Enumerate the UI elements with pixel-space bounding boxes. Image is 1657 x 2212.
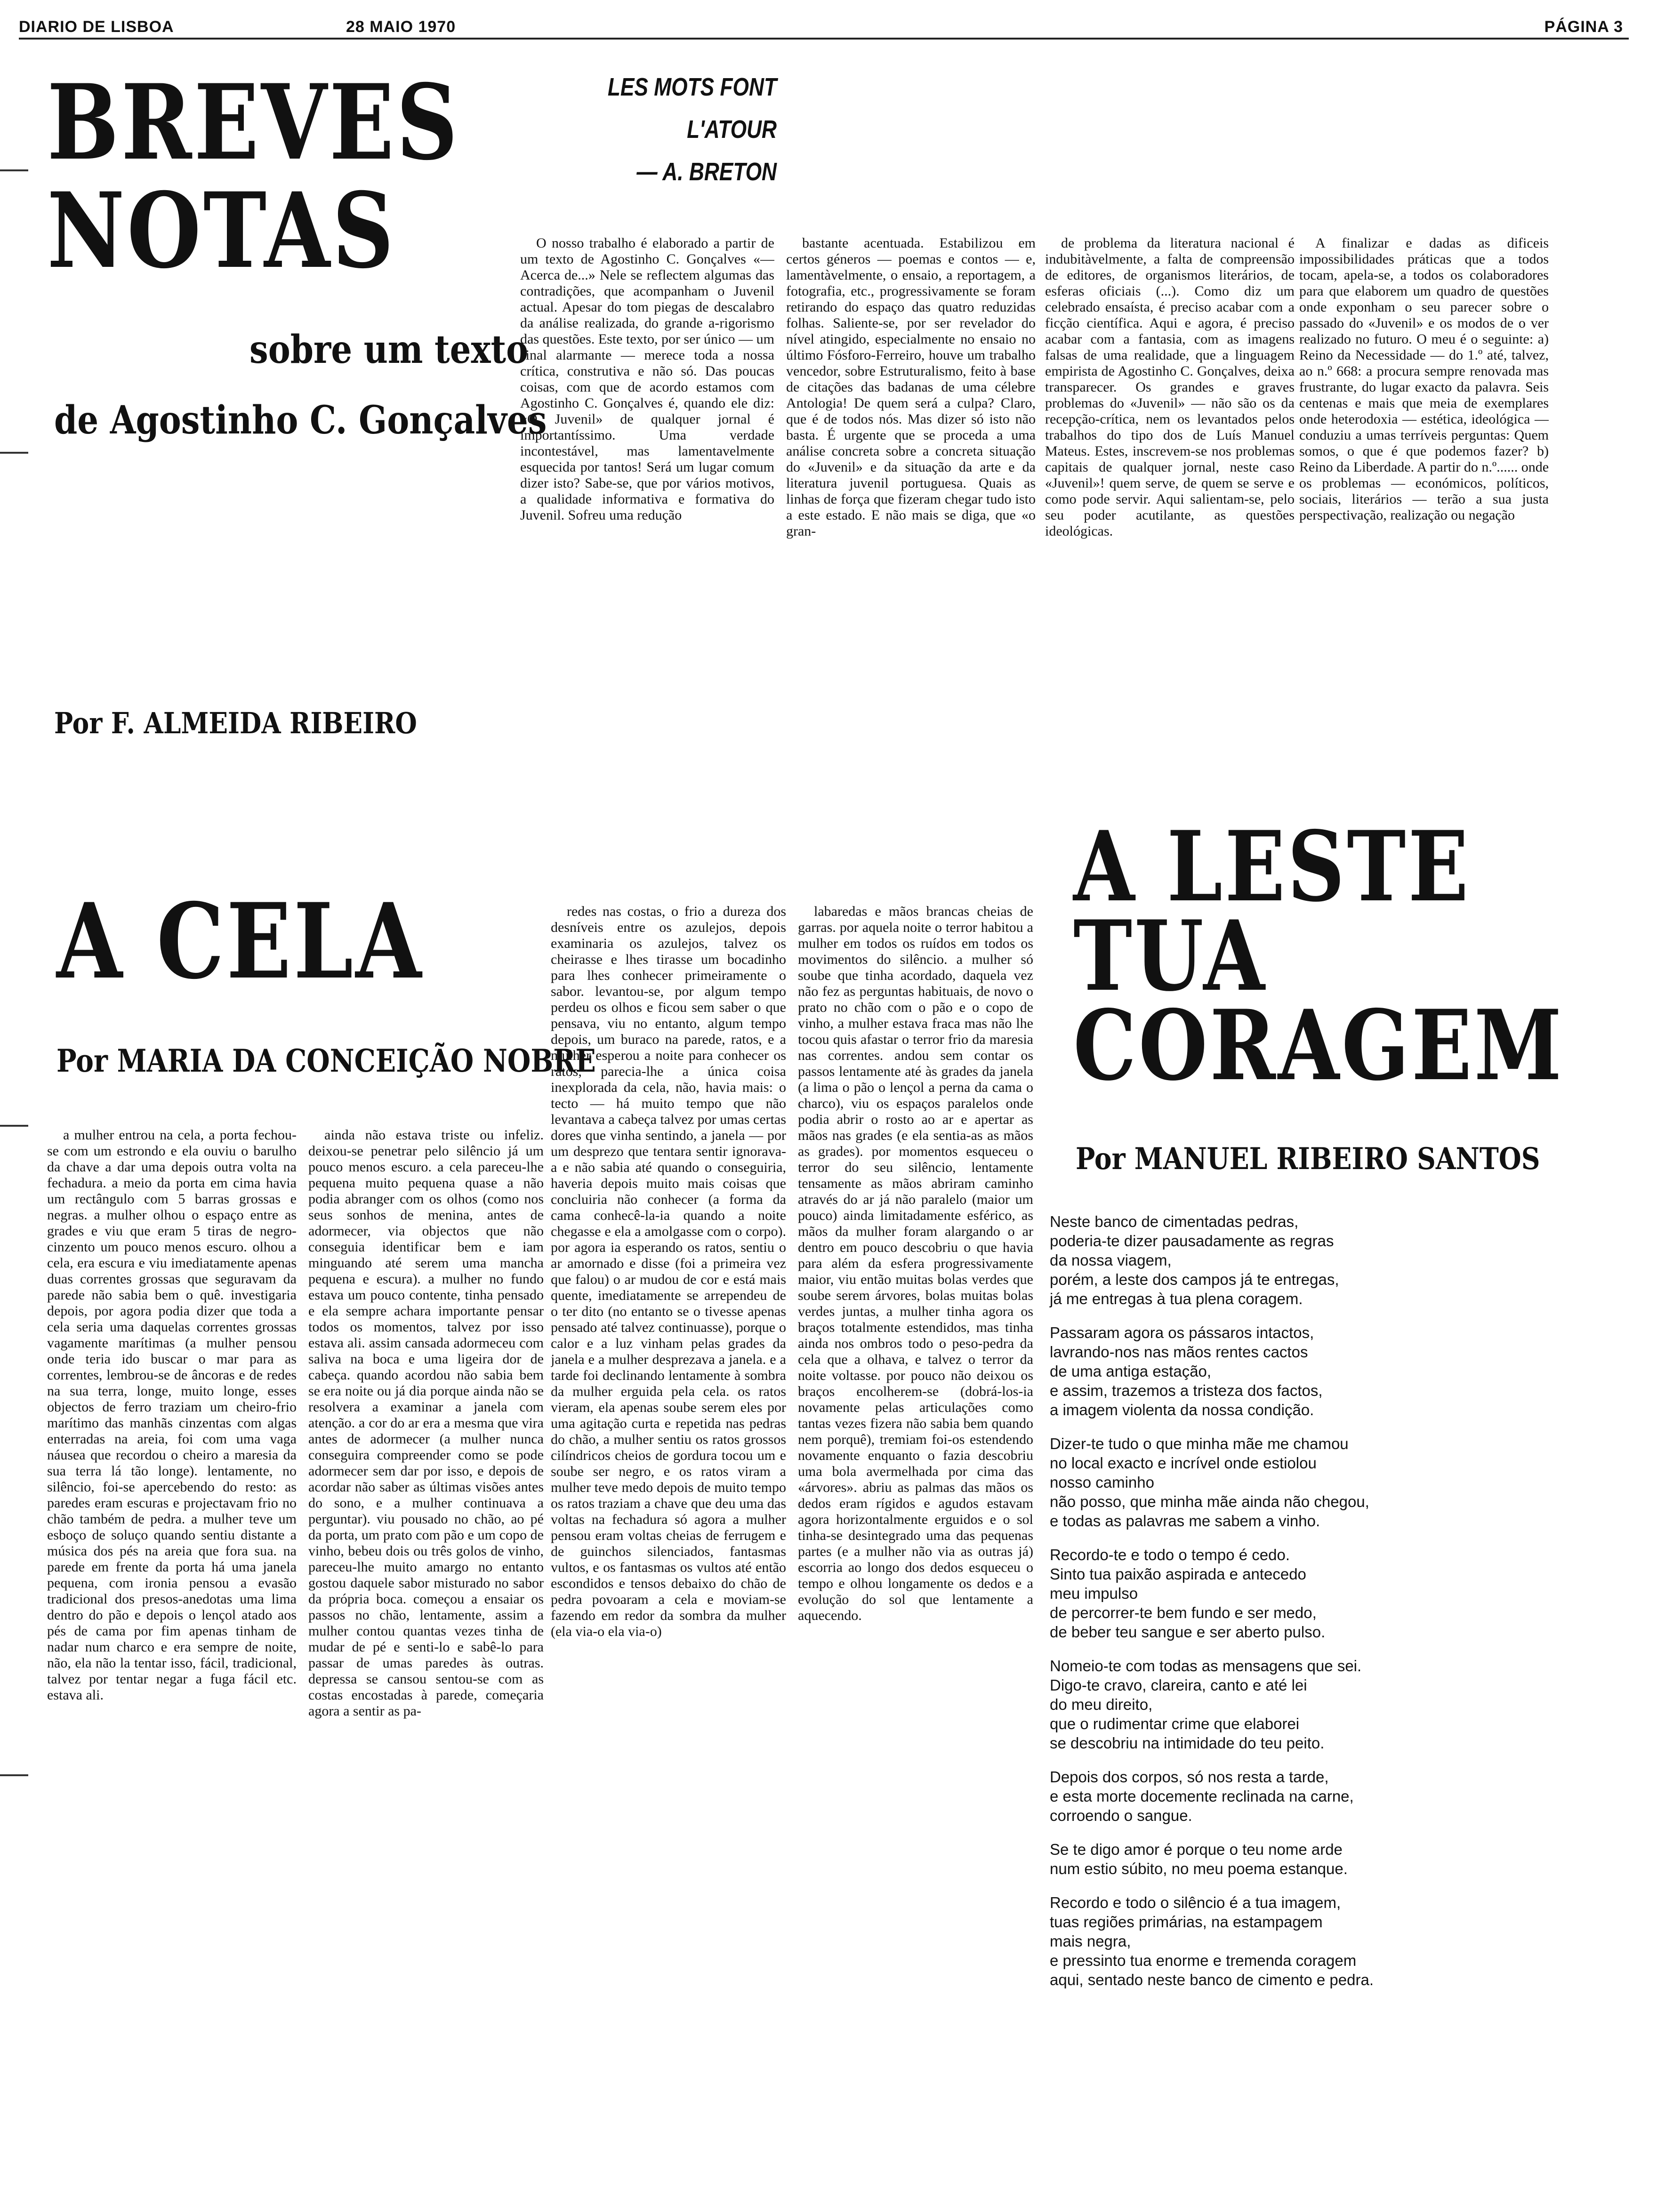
poem-line: e assim, trazemos a tristeza dos factos, — [1050, 1382, 1323, 1399]
breves-column-4 — [1299, 235, 1549, 762]
breves-byline: Por F. ALMEIDA RIBEIRO — [54, 706, 417, 740]
poem-stanza-7 — [1050, 1840, 1605, 1878]
poem-line: Digo-te cravo, clareira, canto e até lei — [1050, 1676, 1307, 1694]
cela-column-1 — [47, 1127, 297, 2120]
poem-line: Passaram agora os pássaros intactos, — [1050, 1324, 1314, 1341]
poem-line: Neste banco de cimentadas pedras, — [1050, 1213, 1299, 1230]
margin-mark — [0, 169, 28, 171]
cela-text-4: labaredas e mãos brancas cheias de garras. por aquela noite o terror habitou a mulher em todos os ruídos em todos os movimentos do silêncio. a mulher só soube que tinha acordado, daquela vez não fez as perguntas habituais, de novo o prato no chão com o pão e o copo de vinho, a mulher estava fraca mas não lhe tocou quis afastar o terror frio da maresia nas correntes. andou sem contar os passos lentamente até às grades da janela (a lima o pão o lençol a perna da cama o charco), viu os espaços paralelos onde podia abrir o rosto ao ar e apertar as mãos nas grades (e ela sentia-as as mãos as grades). por momentos esqueceu o terror do seu silêncio, lentamente tensamente as mãos abriram caminho através do ar já não paralelo (maior um pouco) ainda limitadamente esférico, as mãos da mulher foram alargando o ar dentro em pouco descobriu o que havia para além da esfera progressivamente maior, viu então muitas bolas verdes que soube serem árvores, bolas muitas bolas verdes juntas, a mulher tinha agora os braços totalmente estendidos, mas tinha ainda nos ombros todo o peso-pedra da cela que a olhava, e talvez o terror da noite voltasse. por pouco não deixou os braços encolherem-se (dobrá-los-ia novamente pelas articulações como tantas vezes fizera não sabia bem quando nem porquê), tremiam foi-os estendendo novamente enquanto o fazia descobriu uma bola avermelhada por cima das «árvores». abriu as palmas das mãos os dedos eram rígidos e agudos estavam agora horizontalmente erguidos e o sol tinha-se desintegrado uma das pequenas partes (e a mulher não via as outras já) escorria ao longo dos dedos esqueceu o tempo e olhou longamente os dedos e a evolução do sol que lentamente a aquecendo. — [798, 904, 1033, 1623]
poem-line: Recordo e todo o silêncio é a tua imagem, — [1050, 1894, 1341, 1911]
breves-text-2: bastante acentuada. Estabilizou em certos géneros — poemas e contos — e, lamentàvelmente, o ensaio, a reportagem, a fotografia, etc., progressivamente se foram retirando do espaço das quatro reduzidas folhas. Saliente-se, por ser revelador do nível atingido, especialmente no ensaio no último Fósforo-Ferreiro, houve um trabalho vencedor, sobre Estruturalismo, feito à base de citações das badanas de uma célebre Antologia! De quem será a culpa? Claro, que é de todos nós. Mas dizer só isto não basta. É urgente que se proceda a uma análise concreta sobre a concreta situação do «Juvenil» e da situação da arte e da literatura juvenil portuguesa. Quais as linhas de força que fizeram chegar tudo isto a este estado. E não mais se diga, que «o gran- — [786, 235, 1036, 539]
poem-line: e todas as palavras me sabem a vinho. — [1050, 1512, 1320, 1530]
cela-text-3: redes nas costas, o frio a dureza dos desníveis entre os azulejos, depois examinaria os azulejos, talvez os cheirasse e lhes tirasse um bocadinho para lhes conhecer primeiramente o sabor. levantou-se, por algum tempo perdeu os olhos e ficou sem saber o que pensava, viu no entanto, algum tempo depois, um buraco na parede, ratos, e a mulher esperou a noite para conhecer os ratos, parecia-lhe a única coisa inexplorada da cela, não, havia mais: o tecto — há muito tempo que não levantava a cabeça talvez por umas certas dores que vinha sentindo, a janela — por um desprezo que tentara sentir ignorava-a e não sabia até quando o conseguiria, haveria depois muito mais coisas que concluiria não conhecer (a forma da cama conhecê-la-ia quando a noite chegasse e ela a amolgasse com o corpo). por agora ia esperando os ratos, sentiu o ar amornado e disse (foi a primeira vez que falou) o ar mudou de cor e está mais quente, imediatamente se arrependeu de o ter dito (no entanto se o tivesse apenas pensado até talvez continuasse), porque o calor e a luz vinham pelas grades da janela e a mulher desprezava a janela. e a tarde foi declinando lentamente à sombra da mulher erguida pela cela. os ratos vieram, ela apenas soube serem eles por uma agitação curta e repetida nas pedras do chão, a mulher sentiu os ratos grossos cilíndricos cheios de gordura tocou um e soube ser negro, e os ratos viram a mulher teve medo depois de muito tempo os ratos traziam a chave que deu uma das voltas na fechadura só agora a mulher pensou eram voltas cheias de ferrugem e de guinchos silenciados, fantasmas vultos, e os fantasmas os vultos até então escondidos e tensos debaixo do chão de pedra povoaram a cela e moviam-se fazendo em redor da sombra da mulher (ela via-o ela via-o) — [551, 904, 786, 1639]
newspaper-name: DIARIO DE LISBOA — [19, 18, 174, 36]
poem-line: meu impulso — [1050, 1585, 1138, 1602]
poem-line: Se te digo amor é porque o teu nome arde — [1050, 1841, 1343, 1858]
poem-line: não posso, que minha mãe ainda não chegou, — [1050, 1493, 1369, 1510]
poem-line: Recordo-te e todo o tempo é cedo. — [1050, 1546, 1290, 1563]
poem-line: lavrando-nos nas mãos rentes cactos — [1050, 1343, 1308, 1361]
cela-text-2: ainda não estava triste ou infeliz. deixou-se penetrar pelo silêncio já um pouco menos escuro. a cela pareceu-lhe pequena muito pequena quase a não podia abranger com os olhos (como nos seus sonhos de menina, antes de adormecer, via objectos que não conseguia identificar bem e iam minguando até serem uma mancha pequena e escura). a mulher no fundo estava um pouco contente, tinha pensado e ela sempre achara importante pensar todos os momentos, talvez por isso estava ali. assim cansada adormeceu com saliva na boca e uma ligeira dor de cabeça. quando acordou não sabia bem se era noite ou já dia porque ainda não se resolvera a examinar a janela com atenção. a cor do ar era a mesma que vira antes de adormecer (a mulher nunca conseguira compreender como se pode adormecer sem dar por isso, e depois de acordar não saber as últimas visões antes do sono, e a mulher continuava a perguntar). viu pousado no chão, ao pé da porta, um prato com pão e um copo de vinho, bebeu dois ou três golos de vinho, pareceu-lhe muito amargo no entanto gostou daquele sabor misturado no sabor da própria boca. começou a ensaiar os passos no chão, lentamente, assim a mulher contou quantas vezes tinha de mudar de pé e senti-lo e sabê-lo para passar de umas paredes às outras. depressa se cansou sentou-se com as costas encostadas à parede, começaria agora a sentir as pa- — [308, 1127, 544, 1719]
page-number: PÁGINA 3 — [1544, 18, 1623, 36]
leste-poem — [1050, 1212, 1605, 2004]
margin-mark — [0, 1774, 28, 1776]
poem-line: e pressinto tua enorme e tremenda coragem — [1050, 1952, 1357, 1969]
breves-title-line2: NOTAS — [47, 169, 396, 291]
poem-line: tuas regiões primárias, na estampagem — [1050, 1913, 1323, 1931]
poem-line: que o rudimentar crime que elaborei — [1050, 1715, 1300, 1732]
header-rule — [19, 38, 1629, 40]
breves-column-1 — [520, 235, 774, 762]
poem-line: se descobriu na intimidade do teu peito. — [1050, 1734, 1325, 1752]
poem-line: aqui, sentado neste banco de cimento e pedra. — [1050, 1971, 1374, 1988]
poem-line: nosso caminho — [1050, 1474, 1154, 1491]
leste-title-line3: CORAGEM — [1073, 989, 1564, 1102]
poem-line: poderia-te dizer pausadamente as regras — [1050, 1232, 1334, 1250]
poem-line: já me entregas à tua plena coragem. — [1050, 1290, 1303, 1307]
breves-title-line1: BREVES — [47, 61, 460, 183]
breves-text-1: O nosso trabalho é elaborado a partir de um texto de Agostinho C. Gonçalves «— Acerca de...» Nele se reflectem algumas das contradições, que acompanham o Juvenil actual. Apesar do tom piegas de descalabro da análise realizada, do grande a-rigorismo das questões. Este texto, por ser único — um sinal alarmante — merece toda a nossa crítica, construtiva e não só. Das poucas coisas, com que de acordo estamos com Agostinho C. Gonçalves é, quando ele diz: «O Juvenil» de qualquer jornal é importantíssimo. Uma verdade incontestável, mas lamentavelmente esquecida por tantos! Será um lugar comum dizer isto? Sabe-se, que por vários motivos, a qualidade informativa e formativa do Juvenil. Sofreu uma redução — [520, 235, 774, 523]
cela-text-1: a mulher entrou na cela, a porta fechou-se com um estrondo e ela ouviu o barulho da chave a dar uma depois outra volta na fechadura. a meio da porta em cima havia um rectângulo com 5 barras grossas e negras. a mulher olhou o espaço entre as grades e viu que eram 5 tiras de negro-cinzento um pouco menos escuro. olhou a cela, era escura e viu imediatamente apenas duas correntes grossas que seguravam da parede não sabia bem o quê. investigaria depois, por agora podia dizer que toda a cela seria uma daquelas correntes grossas vagamente marítimas (a mulher pensou onde teria ido buscar o mar para as correntes, lembrou-se de âncoras e de redes na sua terra, longe, muito longe, esses objectos de ferro traziam um cheiro-frio marítimo das manhãs cinzentas com algas enterradas na areia, foi com uma vaga náusea que recordou o cheiro a maresia da sua terra lá tão longe). lentamente, no silêncio, foi-se apercebendo do resto: as paredes eram escuras e projectavam frio no chão também de pedra. a mulher teve um esboço de soluço quando sentiu distante a música dos pés na areia que fora sua. na parede em frente da porta há uma janela pequena, com ironia pensou a evasão tradicional dos presos-anedotas uma lima dentro do pão e depois o lençol atado aos pés de cama por fim apenas tinham de nadar num charco e era sempre de noite, não, ela não la tentar isso, fácil, tradicional, talvez por tentar negar a fuga fácil etc. estava ali. — [47, 1127, 297, 1703]
breves-column-2 — [786, 235, 1036, 762]
poem-line: da nossa viagem, — [1050, 1251, 1172, 1269]
epigraph-line3: — A. BRETON — [636, 158, 777, 186]
poem-line: e esta morte docemente reclinada na carne, — [1050, 1787, 1354, 1805]
poem-stanza-8 — [1050, 1893, 1605, 1989]
poem-line: num estio súbito, no meu poema estanque. — [1050, 1860, 1348, 1877]
cela-byline: Por MARIA DA CONCEIÇÃO NOBRE — [56, 1042, 596, 1079]
poem-stanza-6 — [1050, 1767, 1605, 1825]
poem-line: de uma antiga estação, — [1050, 1362, 1212, 1380]
breves-text-3: de problema da literatura nacional é indubitàvelmente, a falta de compreensão de editores, de organismos literários, de esferas oficiais (...). Como diz um celebrado ensaísta, é preciso acabar com a ficção científica. Aqui e agora, é preciso acabar com a fantasia, com as imagens falsas de uma realidade, que a linguagem empirista de Agostinho C. Gonçalves, deixa transparecer. Os grandes e graves problemas do «Juvenil» — não são os da recepção-crítica, nem os levantados pelos trabalhos do tipo dos de Luís Manuel Mateus. Estes, inscrevem-se nos problemas capitais de qualquer jornal, neste caso «Juvenil»! quem serve, de quem se serve e como pode servir. Aqui salientam-se, pelo seu poder acutilante, as questões ideológicas. — [1045, 235, 1295, 539]
poem-line: do meu direito, — [1050, 1696, 1153, 1713]
margin-mark — [0, 1125, 28, 1127]
poem-stanza-1 — [1050, 1212, 1605, 1308]
cela-column-4 — [798, 904, 1033, 2118]
margin-mark — [0, 452, 28, 454]
poem-line: de percorrer-te bem fundo e ser medo, — [1050, 1604, 1317, 1621]
poem-stanza-3 — [1050, 1434, 1605, 1531]
poem-stanza-5 — [1050, 1656, 1605, 1753]
poem-stanza-2 — [1050, 1323, 1605, 1419]
poem-line: Depois dos corpos, só nos resta a tarde, — [1050, 1768, 1329, 1786]
cela-column-3 — [551, 904, 786, 2118]
epigraph-line2: L'ATOUR — [687, 115, 777, 144]
breves-column-3 — [1045, 235, 1295, 762]
leste-title-line2: TUA — [1073, 900, 1267, 1013]
cela-column-2 — [308, 1127, 544, 2120]
breves-subtitle-line2: de Agostinho C. Gonçalves — [54, 398, 547, 443]
epigraph — [545, 66, 777, 193]
epigraph-line1: LES MOTS FONT — [607, 73, 777, 101]
poem-line: porém, a leste dos campos já te entregas, — [1050, 1271, 1339, 1288]
poem-line: Nomeio-te com todas as mensagens que sei. — [1050, 1657, 1362, 1675]
breves-text-4: A finalizar e dadas as dificeis impossibilidades práticas que a todos tocam, apela-se, a todos os colaboradores para que elaborem um quadro de questões onde exponham o seu parecer sobre o passado do «Juvenil» e os modos de o ver realizado no futuro. O meu é o seguinte: a) Reino da Necessidade — do 1.º até, talvez, ao n.º 668: a procura sempre renovada mas frustrante, do lugar exacto da palavra. Seis centenas e mais que meia de exemplares onde heterodoxia — estética, ideológica — conduziu a umas terríveis perguntas: Quem somos, o que é que podemos fazer? b) Reino da Liberdade. A partir do n.º...... onde os problemas — económicos, políticos, sociais, literários — terão a sua justa perspectivação, realização ou negação — [1299, 235, 1549, 523]
issue-date: 28 MAIO 1970 — [346, 18, 456, 36]
poem-line: Sinto tua paixão aspirada e antecedo — [1050, 1565, 1306, 1583]
poem-line: no local exacto e incrível onde estiolou — [1050, 1454, 1317, 1472]
poem-line: mais negra, — [1050, 1932, 1131, 1950]
breves-subtitle-line1: sobre um texto — [249, 327, 529, 372]
leste-byline: Por MANUEL RIBEIRO SANTOS — [1076, 1141, 1540, 1177]
poem-line: a imagem violenta da nossa condição. — [1050, 1401, 1314, 1419]
poem-line: de beber teu sangue e ser aberto pulso. — [1050, 1623, 1326, 1641]
poem-stanza-4 — [1050, 1545, 1605, 1642]
cela-title: A CELA — [56, 880, 424, 1002]
poem-line: corroendo o sangue. — [1050, 1807, 1192, 1824]
poem-line: Dizer-te tudo o que minha mãe me chamou — [1050, 1435, 1349, 1452]
leste-title-line1: A LESTE — [1073, 810, 1471, 923]
